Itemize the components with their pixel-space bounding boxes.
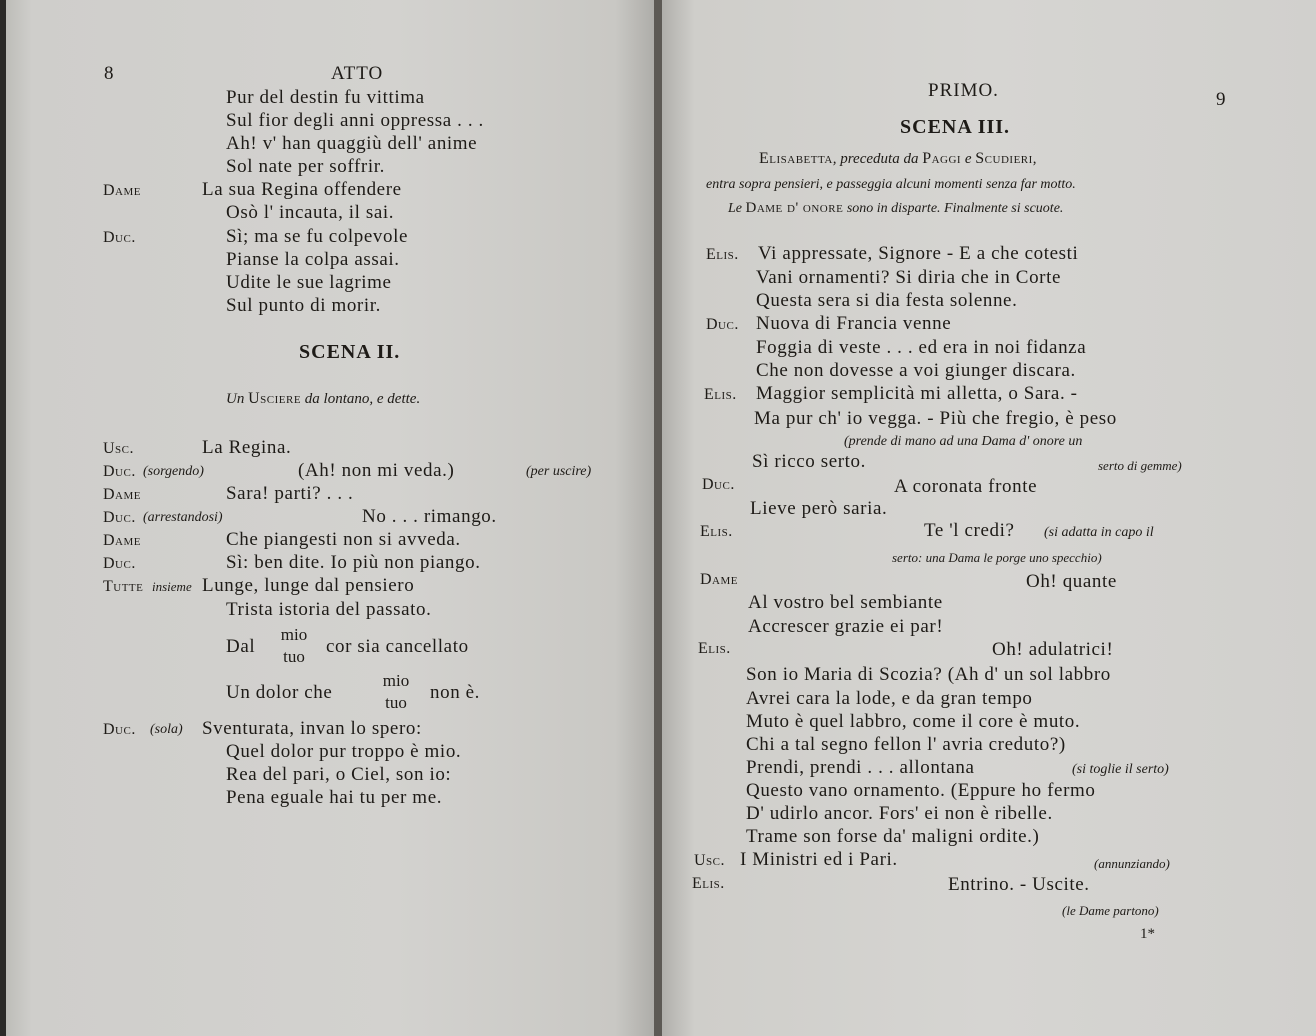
verse-line: Sì: ben dite. Io più non piango.	[226, 552, 481, 573]
stage-direction: Un Usciere da lontano, e dette.	[226, 390, 421, 407]
speaker-label: Elis.	[692, 875, 725, 892]
verse-line: Sventurata, invan lo spero:	[202, 718, 422, 739]
verse-line: Sol nate per soffrir.	[226, 156, 385, 177]
verse-line: A coronata fronte	[894, 476, 1038, 497]
stage-direction: entra sopra pensieri, e passeggia alcuni momenti senza far motto.	[706, 177, 1076, 192]
variant-mio: mio	[280, 625, 308, 644]
verse-line: Al vostro bel sembiante	[748, 592, 943, 613]
left-page	[6, 0, 654, 1036]
verse-line: Un dolor che	[226, 682, 333, 703]
stage-direction: (si adatta in capo il	[1044, 525, 1154, 540]
running-head: ATTO	[331, 63, 384, 84]
speaker-label: Usc.	[103, 440, 135, 457]
verse-line: Maggior semplicità mi alletta, o Sara. -	[756, 383, 1078, 404]
verse-line: Questa sera si dia festa solenne.	[756, 290, 1018, 311]
speaker-label: Dame	[700, 571, 738, 588]
verse-line: Sul punto di morir.	[226, 295, 381, 316]
verse-line: Questo vano ornamento. (Eppure ho fermo	[746, 780, 1096, 801]
verse-line: Avrei cara la lode, e da gran tempo	[746, 688, 1033, 709]
verse-line: Pianse la colpa assai.	[226, 249, 400, 270]
verse-line: Entrino. - Uscite.	[948, 874, 1090, 895]
stage-direction: Elisabetta, preceduta da Paggi e Scudieri,	[759, 150, 1037, 167]
stage-direction: serto di gemme)	[1098, 458, 1182, 473]
verse-line: Lieve però saria.	[750, 498, 888, 519]
verse-line: Vi appressate, Signore - E a che cotesti	[758, 243, 1079, 264]
verse-line: Sul fior degli anni oppressa . . .	[226, 110, 484, 131]
verse-line: Trame son forse da' maligni ordite.)	[746, 826, 1040, 847]
stage-direction: (sorgendo)	[143, 464, 204, 479]
verse-line: non è.	[430, 682, 481, 703]
speaker-label: Duc.	[103, 509, 136, 526]
stage-direction: (si toglie il serto)	[1072, 762, 1169, 777]
speaker-label: Dame	[103, 182, 141, 199]
variant-tuo: tuo	[385, 693, 407, 712]
verse-line: La sua Regina offendere	[202, 179, 402, 200]
speaker-label: Dame	[103, 532, 141, 549]
verse-line: Sara! parti? . . .	[226, 483, 354, 504]
speaker-label: Duc.	[103, 721, 136, 738]
stage-direction: (per uscire)	[526, 464, 592, 479]
speaker-label: Elis.	[700, 523, 733, 540]
stage-direction: (sola)	[150, 722, 183, 737]
variant-stack	[274, 624, 314, 668]
verse-line: Dal	[226, 636, 256, 657]
verse-line: D' udirlo ancor. Fors' ei non è ribelle.	[746, 803, 1053, 824]
verse-line: Ma pur ch' io vegga. - Più che fregio, è peso	[754, 408, 1117, 429]
stage-direction: Le Dame d' onore sono in disparte. Finalmente si scuote.	[728, 200, 1064, 216]
speaker-label: Tutte	[103, 578, 144, 595]
verse-line: Chi a tal segno fellon l' avria creduto?)	[746, 734, 1066, 755]
verse-line: Te 'l credi?	[924, 520, 1015, 541]
verse-line: Prendi, prendi . . . allontana	[746, 757, 975, 778]
verse-line: (Ah! non mi veda.)	[298, 460, 455, 481]
verse-line: Che non dovesse a voi giunger discara.	[756, 360, 1076, 381]
verse-line: Son io Maria di Scozia? (Ah d' un sol labbro	[746, 664, 1111, 685]
running-head: PRIMO.	[928, 80, 999, 101]
verse-line: Pena eguale hai tu per me.	[226, 787, 443, 808]
speaker-label: Dame	[103, 486, 141, 503]
stage-direction: (arrestandosi)	[143, 510, 223, 525]
verse-line: cor sia cancellato	[326, 636, 469, 657]
verse-line: Sì ricco serto.	[752, 451, 867, 472]
stage-direction: insieme	[152, 579, 192, 594]
speaker-label: Elis.	[698, 640, 731, 657]
variant-tuo: tuo	[283, 647, 305, 666]
verse-line: Ah! v' han quaggiù dell' anime	[226, 133, 478, 154]
verse-line: Lunge, lunge dal pensiero	[202, 575, 415, 596]
verse-line: Foggia di veste . . . ed era in noi fidanza	[756, 337, 1087, 358]
book-gutter	[654, 0, 662, 1036]
speaker-label: Duc.	[706, 316, 739, 333]
verse-line: Osò l' incauta, il sai.	[226, 202, 395, 223]
verse-line: Rea del pari, o Ciel, son io:	[226, 764, 452, 785]
speaker-label: Elis.	[704, 386, 737, 403]
stage-direction: (annunziando)	[1094, 856, 1170, 871]
speaker-label: Duc.	[103, 555, 136, 572]
stage-direction: (prende di mano ad una Dama d' onore un	[844, 434, 1083, 449]
speaker-label: Elis.	[706, 246, 739, 263]
verse-line: Udite le sue lagrime	[226, 272, 392, 293]
stage-direction: (le Dame partono)	[1062, 903, 1159, 918]
verse-line: Trista istoria del passato.	[226, 599, 432, 620]
verse-line: No . . . rimango.	[362, 506, 497, 527]
verse-line: Pur del destin fu vittima	[226, 87, 425, 108]
verse-line: Muto è quel labbro, come il core è muto.	[746, 711, 1081, 732]
stage-direction: serto: una Dama le porge uno specchio)	[892, 550, 1102, 565]
verse-line: Vani ornamenti? Si diria che in Corte	[756, 267, 1062, 288]
speaker-label: Duc.	[702, 476, 735, 493]
signature-mark: 1*	[1140, 926, 1155, 942]
verse-line: Nuova di Francia venne	[756, 313, 952, 334]
verse-line: Quel dolor pur troppo è mio.	[226, 741, 462, 762]
speaker-label: Duc.	[103, 463, 136, 480]
verse-line: Oh! quante	[1026, 571, 1117, 592]
speaker-label: Duc.	[103, 229, 136, 246]
speaker-label: Usc.	[694, 852, 726, 869]
scene-title: SCENA II.	[299, 341, 401, 363]
verse-line: La Regina.	[202, 437, 292, 458]
verse-line: Accrescer grazie ei par!	[748, 616, 944, 637]
verse-line: Sì; ma se fu colpevole	[226, 226, 409, 247]
verse-line: Che piangesti non si avveda.	[226, 529, 461, 550]
page-number: 9	[1216, 89, 1227, 110]
verse-line: Oh! adulatrici!	[992, 639, 1114, 660]
variant-stack	[376, 670, 416, 714]
verse-line: I Ministri ed i Pari.	[740, 849, 898, 870]
right-page	[662, 0, 1316, 1036]
scene-title: SCENA III.	[900, 116, 1011, 138]
page-number: 8	[104, 63, 115, 84]
variant-mio: mio	[382, 671, 410, 690]
